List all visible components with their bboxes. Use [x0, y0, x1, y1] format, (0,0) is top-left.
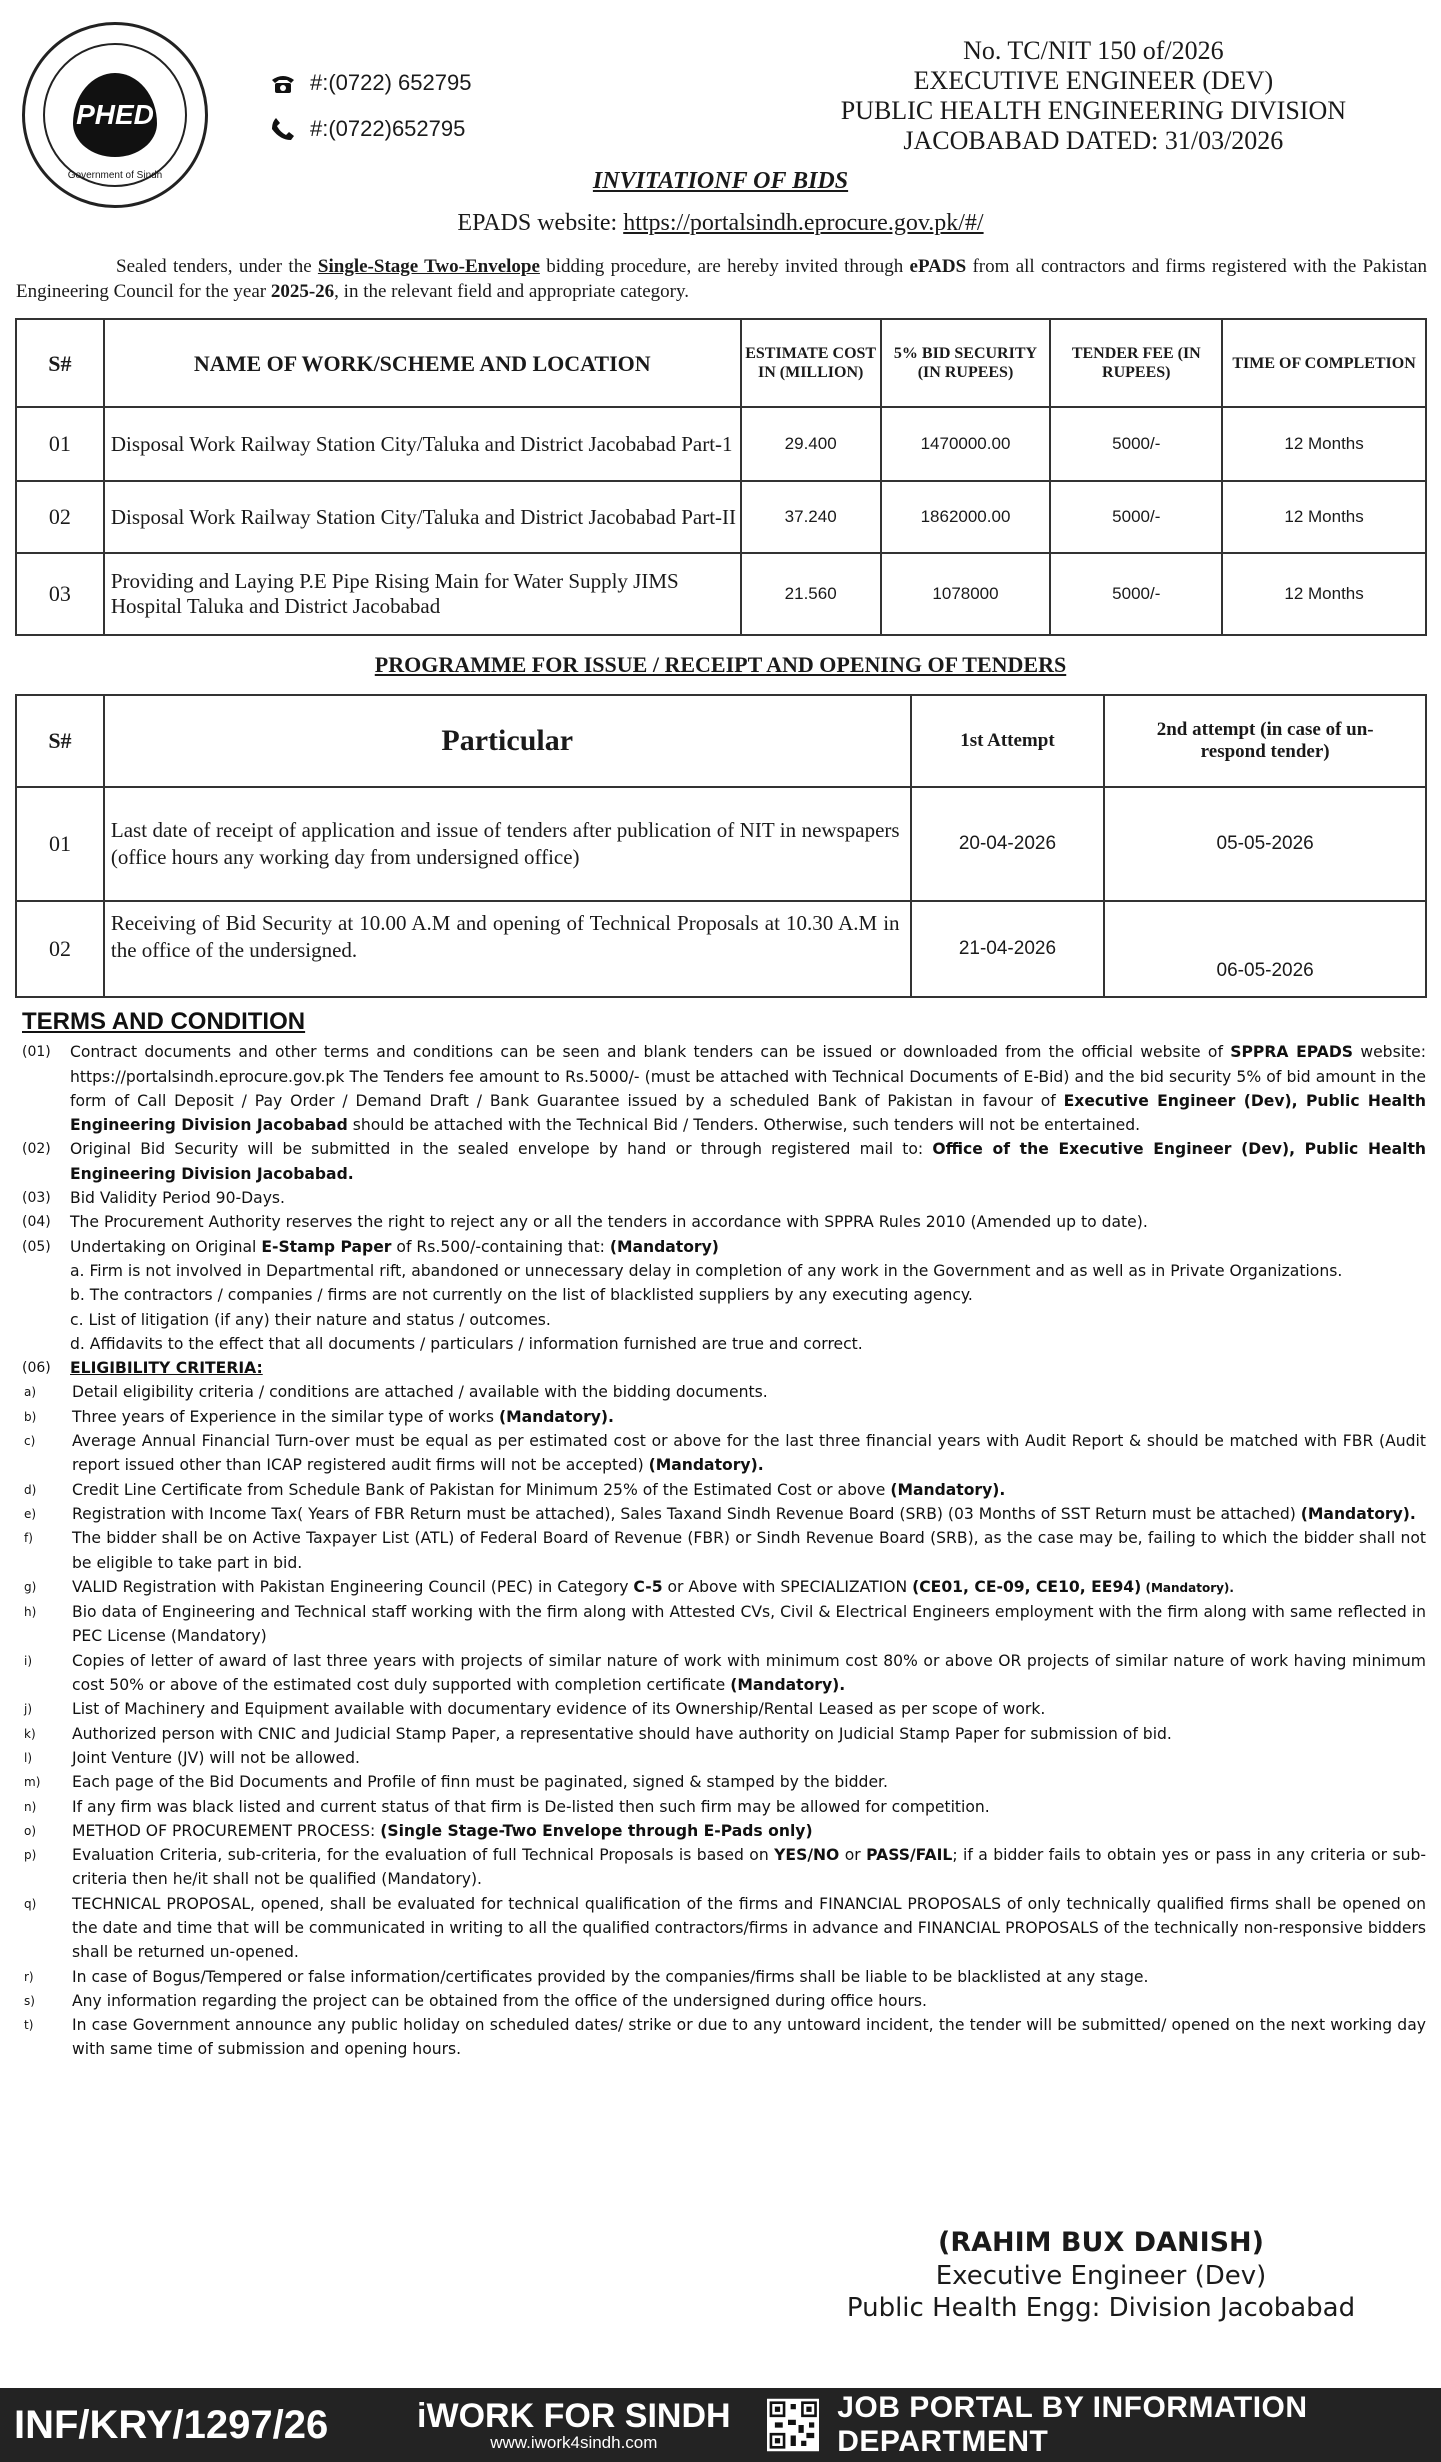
- logo-text: PHED: [76, 99, 154, 130]
- table-row: [16, 787, 1426, 901]
- phone-number-1: #:(0722) 652795: [310, 70, 472, 95]
- phone-row-2: [270, 106, 471, 152]
- reference-number: No. TC/NIT 150 of/2026: [963, 36, 1224, 65]
- footer-portal: JOB PORTAL BY INFORMATION DEPARTMENT: [837, 2391, 1308, 2458]
- criteria-text: [72, 1575, 1426, 1600]
- table-row: [16, 407, 1426, 481]
- criteria-part: Evaluation Criteria, sub-criteria, for the evaluation of full Technical Proposals is based on: [72, 1846, 775, 1865]
- sub-clause-c: c. List of litigation (if any) their nature and status / outcomes.: [70, 1310, 551, 1329]
- criteria-letter: h): [24, 1605, 37, 1620]
- qr-code-icon: [767, 2395, 819, 2455]
- sub-clause-b: b. The contractors / companies / firms are not currently on the list of blacklisted suppliers by any executing agency.: [70, 1286, 973, 1305]
- logo-subtitle: Government of Sindh: [67, 170, 163, 181]
- footer-brand: [399, 2398, 749, 2452]
- criteria-letter: m): [24, 1775, 41, 1790]
- criteria-c: [22, 1429, 1426, 1478]
- intro-text: bidding procedure, are hereby invited through: [539, 256, 910, 277]
- row-second-attempt: 05-05-2026: [1104, 787, 1426, 901]
- programme-title: PROGRAMME FOR ISSUE / RECEIPT AND OPENING OF TENDERS: [374, 652, 1067, 677]
- clause-text: [70, 1040, 1426, 1137]
- criteria-letter: d): [24, 1482, 37, 1497]
- criteria-letter: q): [24, 1896, 37, 1911]
- footer-bar: [0, 2388, 1441, 2462]
- criteria-q: [22, 1892, 1426, 1965]
- clause-part: SPPRA EPADS: [1230, 1043, 1354, 1062]
- row-security: 1470000.00: [881, 407, 1051, 481]
- clause-part: E-Stamp Paper: [261, 1237, 392, 1256]
- clause-part: Undertaking on Original: [70, 1237, 262, 1256]
- row-time: 12 Months: [1222, 407, 1426, 481]
- clause-part: Contract documents and other terms and conditions can be seen and blank tenders can be issued or downloaded from the official website of: [70, 1043, 1231, 1062]
- criteria-part: (Mandatory).: [730, 1676, 846, 1695]
- criteria-i: [22, 1649, 1426, 1698]
- criteria-part: or Above with SPECIALIZATION: [662, 1577, 913, 1596]
- intro-year: 2025-26: [270, 281, 335, 302]
- criteria-part: METHOD OF PROCUREMENT PROCESS:: [72, 1821, 381, 1840]
- criteria-part: PASS/FAIL: [866, 1846, 953, 1865]
- terms-section: [22, 1010, 1426, 2062]
- epads-link[interactable]: https://portalsindh.eprocure.gov.pk/#/: [623, 210, 984, 236]
- criteria-text: Authorized person with CNIC and Judicial Stamp Paper, a representative should have authority on Judicial Stamp Paper for submission of bid.: [72, 1724, 1172, 1743]
- criteria-part: Copies of letter of award of last three years with projects of similar nature of work with minimum cost 80% or above OR projects of similar nature of work having minimum cost 50% or above of the estimated cost duly supported with completion certificate: [72, 1651, 1426, 1695]
- table-header-row: [16, 695, 1426, 787]
- criteria-part: (Mandatory).: [498, 1407, 614, 1426]
- intro-text: from all contractors and firms registered with the Pakistan Engineering Council for the year: [16, 256, 1427, 302]
- criteria-text: Detail eligibility criteria / conditions are attached / available with the bidding documents.: [72, 1383, 768, 1402]
- criteria-text: [72, 1405, 1426, 1429]
- col-header: Particular: [104, 695, 911, 787]
- clause-number: (02): [22, 1141, 51, 1158]
- criteria-a: [22, 1380, 1426, 1404]
- row-cost: 29.400: [741, 407, 881, 481]
- table-row: [16, 553, 1426, 635]
- criteria-p: [22, 1843, 1426, 1892]
- criteria-text: TECHNICAL PROPOSAL, opened, shall be evaluated for technical qualification of the firms and FINANCIAL PROPOSALS of only technically qualified firms shall be opened on the date and time that will be communicated in writing to all the qualified contractors/firms in advance and FINANCIAL PROPOSALS of the technically non-responsive bidders shall be returned un-opened.: [72, 1894, 1426, 1962]
- row-work: Disposal Work Railway Station City/Taluka and District Jacobabad Part-II: [104, 481, 741, 553]
- row-fee: 5000/-: [1050, 407, 1222, 481]
- criteria-text: Any information regarding the project can be obtained from the office of the undersigned during office hours.: [72, 1991, 927, 2010]
- criteria-text: In case Government announce any public holiday on scheduled dates/ strike or due to any untoward incident, the tender will be submitted/ opened on the next working day with same time of submission and opening hours.: [72, 2016, 1426, 2059]
- signatory-name: (RAHIM BUX DANISH): [938, 2227, 1264, 2258]
- criteria-r: [22, 1965, 1426, 1989]
- col-header: S#: [16, 695, 104, 787]
- col-header: TIME OF COMPLETION: [1222, 319, 1426, 407]
- clause-part: should be attached with the Technical Bid / Tenders. Otherwise, such tenders will not be entertained.: [347, 1116, 1141, 1135]
- row-sn: 01: [16, 787, 104, 901]
- criteria-letter: j): [24, 1702, 33, 1717]
- sub-clause-a: a. Firm is not involved in Departmental rift, abandoned or unnecessary delay in completion of any work in the Government and as well as in Private Organizations.: [70, 1261, 1343, 1280]
- clause-text: Bid Validity Period 90-Days.: [70, 1189, 286, 1208]
- criteria-text: If any firm was black listed and current status of that firm is De-listed then such firm may be allowed for competition.: [72, 1797, 990, 1816]
- criteria-n: [22, 1795, 1426, 1819]
- phone-number-2: #:(0722)652795: [310, 116, 466, 141]
- reference-block: [841, 36, 1346, 156]
- criteria-part: Credit Line Certificate from Schedule Bank of Pakistan for Minimum 25% of the Estimated Cost or above: [72, 1480, 891, 1499]
- row-security: 1078000: [881, 553, 1051, 635]
- criteria-e: [22, 1502, 1426, 1526]
- criteria-letter: c): [24, 1434, 36, 1449]
- criteria-letter: p): [24, 1848, 37, 1863]
- clause-number: (03): [22, 1190, 51, 1207]
- criteria-letter: a): [24, 1385, 37, 1400]
- sub-clause-d: d. Affidavits to the effect that all documents / particulars / information furnished are true and correct.: [70, 1334, 863, 1353]
- criteria-part: (Single Stage-Two Envelope through E-Pads only): [380, 1821, 813, 1840]
- intro-text: Sealed tenders, under the: [116, 256, 318, 277]
- office-title: EXECUTIVE ENGINEER (DEV): [913, 66, 1274, 95]
- criteria-letter: e): [24, 1506, 37, 1521]
- phone-handset-icon: [270, 116, 296, 142]
- clause-part: Executive Engineer (Dev), Public Health Engineering Division Jacobabad: [70, 1091, 1426, 1135]
- criteria-text: Bio data of Engineering and Technical staff working with the firm along with Attested CVs, Civil & Electrical Engineers employment with the firm along with same reflected in PEC License (Mandatory): [72, 1603, 1426, 1646]
- criteria-f: [22, 1526, 1426, 1575]
- criteria-letter: n): [24, 1799, 37, 1814]
- row-work: Disposal Work Railway Station City/Taluka and District Jacobabad Part-1: [104, 407, 741, 481]
- criteria-text: [72, 1478, 1426, 1502]
- criteria-part: C-5: [633, 1577, 663, 1596]
- row-sn: 02: [16, 481, 104, 553]
- criteria-part: or: [839, 1846, 867, 1865]
- row-second-attempt: 06-05-2026: [1104, 901, 1426, 997]
- clause-number: (01): [22, 1044, 51, 1061]
- criteria-text: [72, 1819, 1426, 1843]
- criteria-part: Three years of Experience in the similar type of works: [72, 1407, 499, 1426]
- criteria-text: In case of Bogus/Tempered or false information/certificates provided by the companies/firms shall be liable to be blacklisted at any stage.: [72, 1967, 1149, 1986]
- row-work: Providing and Laying P.E Pipe Rising Main for Water Supply JIMS Hospital Taluka and District Jacobabad: [104, 553, 741, 635]
- criteria-letter: s): [24, 1993, 35, 2008]
- clause-text: ELIGIBILITY CRITERIA:: [70, 1359, 263, 1378]
- contact-phones: [270, 60, 471, 152]
- criteria-text: The bidder shall be on Active Taxpayer List (ATL) of Federal Board of Revenue (FBR) or Sindh Revenue Board (SRB), as the case may be, failing to which the bidder shall not be eligible to take part in bid.: [72, 1529, 1426, 1572]
- epads-label: EPADS website:: [457, 210, 618, 236]
- criteria-t: [22, 2013, 1426, 2062]
- clause-number: (06): [22, 1360, 51, 1377]
- criteria-text: [72, 1649, 1426, 1698]
- criteria-part: (Mandatory).: [890, 1480, 1006, 1499]
- col-header: 1st Attempt: [911, 695, 1105, 787]
- clause-text: [70, 1235, 1426, 1259]
- row-cost: 21.560: [741, 553, 881, 635]
- col-header: S#: [16, 319, 104, 407]
- criteria-l: [22, 1746, 1426, 1770]
- criteria-text: [72, 1502, 1426, 1526]
- clause-text: The Procurement Authority reserves the right to reject any or all the tenders in accordance with SPPRA Rules 2010 (Amended up to date).: [70, 1213, 1148, 1232]
- clause-04: [22, 1210, 1426, 1234]
- row-sn: 01: [16, 407, 104, 481]
- division-name: PUBLIC HEALTH ENGINEERING DIVISION: [840, 96, 1346, 125]
- clause-part: (Mandatory): [609, 1237, 719, 1256]
- works-table: [15, 318, 1427, 636]
- row-particular: Receiving of Bid Security at 10.00 A.M and opening of Technical Proposals at 10.30 A.M in the office of the undersigned.: [104, 901, 911, 997]
- criteria-letter: l): [24, 1750, 33, 1765]
- brand-url: www.iwork4sindh.com: [490, 2433, 658, 2452]
- criteria-text: Each page of the Bid Documents and Profile of finn must be paginated, signed & stamped by the bidder.: [72, 1773, 888, 1792]
- criteria-part: (CE01, CE-09, CE10, EE94): [912, 1577, 1142, 1596]
- water-drop-icon: [73, 73, 157, 157]
- row-fee: 5000/-: [1050, 481, 1222, 553]
- place-date: JACOBABAD DATED: 31/03/2026: [903, 126, 1284, 155]
- criteria-s: [22, 1989, 1426, 2013]
- col-header: 5% BID SECURITY (IN RUPEES): [881, 319, 1051, 407]
- clause-01: [22, 1040, 1426, 1137]
- criteria-b: [22, 1405, 1426, 1429]
- criteria-text: Joint Venture (JV) will not be allowed.: [72, 1748, 360, 1767]
- criteria-letter: t): [24, 2018, 34, 2033]
- programme-table: [15, 694, 1427, 998]
- criteria-text: List of Machinery and Equipment available with documentary evidence of its Ownership/Rental Leased as per scope of work.: [72, 1700, 1046, 1719]
- row-particular: Last date of receipt of application and issue of tenders after publication of NIT in newspapers (office hours any working day from undersigned office): [104, 787, 911, 901]
- phone-row-1: [270, 60, 471, 106]
- footer-reference: INF/KRY/1297/26: [14, 2402, 329, 2447]
- criteria-h: [22, 1600, 1426, 1649]
- criteria-part: Average Annual Financial Turn-over must be equal as per estimated cost or above for the last three financial years with Audit Report & should be matched with FBR (Audit report issued other than ICAP registered audit firms will not be accepted): [72, 1432, 1426, 1475]
- criteria-letter: f): [24, 1531, 33, 1546]
- criteria-part: Registration with Income Tax( Years of FBR Return must be attached), Sales Taxand Sindh Revenue Board (SRB) (03 Months of SST Return must be attached): [72, 1504, 1301, 1523]
- row-sn: 03: [16, 553, 104, 635]
- signatory-office: Public Health Engg: Division Jacobabad: [846, 2293, 1356, 2323]
- criteria-g: [22, 1575, 1426, 1600]
- clause-part: Office of the Executive Engineer (Dev), Public Health Engineering Division Jacobabad.: [70, 1140, 1427, 1183]
- table-row: [16, 481, 1426, 553]
- clause-06: [22, 1356, 1426, 1380]
- row-sn: 02: [16, 901, 104, 997]
- criteria-o: [22, 1819, 1426, 1843]
- table-row: [16, 901, 1426, 997]
- notice-title: INVITATIONF OF BIDS: [592, 168, 849, 194]
- criteria-k: [22, 1722, 1426, 1746]
- criteria-letter: r): [24, 1969, 34, 1984]
- intro-paragraph: [16, 254, 1427, 304]
- brand-name: iWORK FOR SINDH: [417, 2397, 731, 2435]
- criteria-text: [72, 1843, 1426, 1892]
- clause-02: [22, 1137, 1426, 1186]
- clause-part: website: https://portalsindh.eprocure.gov.pk The Tenders fee amount to Rs.5000/- (must be attached with Technical Documents of E-Bid) and the bid security 5% of bid amount in the form of Call Deposit / Pay Order / Demand Draft / Bank Guarantee issued by a scheduled Bank of Pakistan in favour of: [70, 1043, 1426, 1110]
- clause-05: [22, 1235, 1426, 1259]
- criteria-d: [22, 1478, 1426, 1502]
- epads-line: [0, 210, 1441, 237]
- criteria-letter: b): [24, 1409, 37, 1424]
- criteria-part: (Mandatory).: [1300, 1504, 1416, 1523]
- clause-part: of Rs.500/-containing that:: [391, 1237, 610, 1256]
- col-header: 2nd attempt (in case of un-respond tender): [1104, 695, 1426, 787]
- signature-block: [801, 2226, 1401, 2324]
- col-header: NAME OF WORK/SCHEME AND LOCATION: [104, 319, 741, 407]
- criteria-m: [22, 1770, 1426, 1794]
- col-header: TENDER FEE (IN RUPEES): [1050, 319, 1222, 407]
- table-header-row: [16, 319, 1426, 407]
- criteria-part: YES/NO: [774, 1846, 840, 1865]
- criteria-letter: o): [24, 1823, 37, 1838]
- row-first-attempt: 20-04-2026: [911, 787, 1105, 901]
- criteria-part: (Mandatory).: [648, 1456, 764, 1475]
- row-security: 1862000.00: [881, 481, 1051, 553]
- criteria-j: [22, 1697, 1426, 1721]
- col-header: ESTIMATE COST IN (MILLION): [741, 319, 881, 407]
- intro-epads: ePADS: [909, 256, 967, 277]
- telephone-icon: [270, 72, 296, 94]
- signatory-designation: Executive Engineer (Dev): [935, 2261, 1267, 2291]
- intro-text: , in the relevant field and appropriate category.: [334, 281, 690, 302]
- criteria-letter: g): [24, 1579, 37, 1594]
- clause-part: Original Bid Security will be submitted in the sealed envelope by hand or through registered mail to:: [70, 1140, 933, 1159]
- criteria-part: ; if a bidder fails to obtain yes or pass in any criteria or sub-criteria then he/it shall not be qualified (Mandatory).: [72, 1846, 1426, 1889]
- row-time: 12 Months: [1222, 553, 1426, 635]
- criteria-part: VALID Registration with Pakistan Engineering Council (PEC) in Category: [72, 1577, 634, 1596]
- intro-procedure: Single-Stage Two-Envelope: [317, 256, 540, 277]
- criteria-letter: i): [24, 1653, 33, 1668]
- clause-number: (05): [22, 1238, 51, 1255]
- criteria-text: [72, 1429, 1426, 1478]
- criteria-part: (Mandatory).: [1141, 1580, 1234, 1595]
- row-fee: 5000/-: [1050, 553, 1222, 635]
- criteria-letter: k): [24, 1726, 36, 1741]
- clause-number: (04): [22, 1214, 51, 1231]
- terms-title: TERMS AND CONDITION: [22, 1008, 306, 1035]
- row-cost: 37.240: [741, 481, 881, 553]
- row-time: 12 Months: [1222, 481, 1426, 553]
- clause-text: [70, 1137, 1426, 1186]
- clause-03: [22, 1186, 1426, 1210]
- row-first-attempt: 21-04-2026: [911, 901, 1105, 997]
